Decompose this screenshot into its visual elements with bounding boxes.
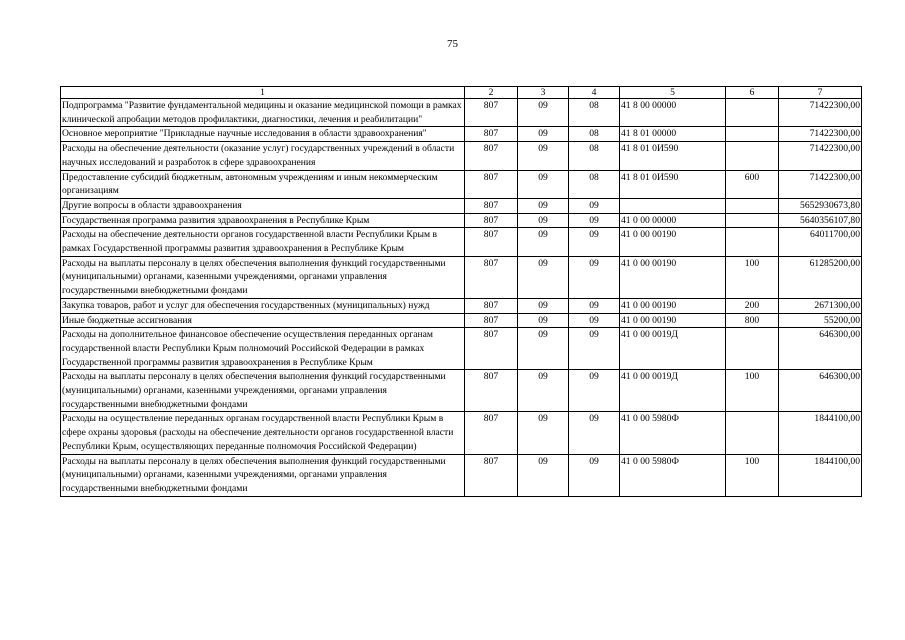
row-expense-type [726,228,779,256]
row-subsection: 08 [569,127,620,142]
row-grbs: 807 [465,127,518,142]
row-expense-type [726,213,779,228]
row-name: Расходы на обеспечение деятельности органов государственной власти Республики Крым в рамках Государственной программы развития здравоохранения в Республике Крым [61,228,465,256]
row-expense-type [726,412,779,454]
table-row [61,228,862,256]
column-header-5: 5 [620,87,726,99]
row-name: Расходы на выплаты персоналу в целях обеспечения выполнения функций государственными (муниципальными) органами, казенными учреждениями, органами управления государственными внебюджетными фондами [61,256,465,298]
row-target-article: 41 0 00 00190 [620,256,726,298]
row-grbs: 807 [465,370,518,412]
row-name: Иные бюджетные ассигнования [61,313,465,328]
row-expense-type: 800 [726,313,779,328]
row-section: 09 [518,328,569,370]
row-amount: 5640356107,80 [779,213,862,228]
row-target-article: 41 0 00 00190 [620,313,726,328]
row-expense-type: 100 [726,370,779,412]
row-name: Расходы на выплаты персоналу в целях обеспечения выполнения функций государственными (муниципальными) органами, казенными учреждениями, органами управления государственными внебюджетными фондами [61,454,465,496]
column-header-4: 4 [569,87,620,99]
row-grbs: 807 [465,328,518,370]
table-row [61,170,862,198]
row-section: 09 [518,313,569,328]
table-row [61,412,862,454]
row-target-article: 41 8 00 00000 [620,99,726,127]
row-grbs: 807 [465,228,518,256]
row-subsection: 08 [569,142,620,170]
row-subsection: 09 [569,298,620,313]
table-row [61,328,862,370]
row-subsection: 09 [569,454,620,496]
table-row [61,127,862,142]
row-target-article: 41 8 01 0И590 [620,142,726,170]
budget-table [60,86,862,497]
row-grbs: 807 [465,170,518,198]
row-section: 09 [518,198,569,213]
row-amount: 1844100,00 [779,412,862,454]
row-amount: 71422300,00 [779,142,862,170]
row-name: Расходы на дополнительное финансовое обеспечение осуществления переданных органам государственной власти Республики Крым полномочий Российской Федерации в рамках Государственной программы развития здравоохранения в Республике Крым [61,328,465,370]
row-expense-type: 600 [726,170,779,198]
row-subsection: 08 [569,99,620,127]
row-amount: 64011700,00 [779,228,862,256]
row-section: 09 [518,142,569,170]
row-grbs: 807 [465,142,518,170]
row-target-article: 41 0 00 0019Д [620,370,726,412]
row-grbs: 807 [465,313,518,328]
table-row [61,99,862,127]
row-amount: 1844100,00 [779,454,862,496]
row-name: Расходы на осуществление переданных органам государственной власти Республики Крым в сфере охраны здоровья (расходы на обеспечение деятельности органов государственной власти Республики Крым, осуществляющих переданные полномочия Российской Федерации) [61,412,465,454]
row-target-article: 41 0 00 00190 [620,298,726,313]
table-row [61,256,862,298]
table-row [61,142,862,170]
row-subsection: 09 [569,256,620,298]
row-subsection: 09 [569,370,620,412]
row-name: Предоставление субсидий бюджетным, автономным учреждениям и иным некоммерческим организациям [61,170,465,198]
row-amount: 55200,00 [779,313,862,328]
row-section: 09 [518,127,569,142]
row-amount: 71422300,00 [779,127,862,142]
row-amount: 71422300,00 [779,99,862,127]
column-header-7: 7 [779,87,862,99]
row-expense-type: 100 [726,454,779,496]
row-amount: 71422300,00 [779,170,862,198]
row-expense-type: 200 [726,298,779,313]
row-target-article: 41 0 00 00190 [620,228,726,256]
page-number: 75 [447,38,458,50]
row-section: 09 [518,256,569,298]
row-target-article: 41 8 01 00000 [620,127,726,142]
row-target-article: 41 0 00 5980Ф [620,454,726,496]
row-grbs: 807 [465,213,518,228]
row-expense-type [726,198,779,213]
row-amount: 5652930673,80 [779,198,862,213]
row-subsection: 09 [569,213,620,228]
row-subsection: 08 [569,170,620,198]
row-name: Основное мероприятие "Прикладные научные исследования в области здравоохранения" [61,127,465,142]
row-subsection: 09 [569,313,620,328]
row-section: 09 [518,99,569,127]
row-target-article [620,198,726,213]
row-name: Закупка товаров, работ и услуг для обеспечения государственных (муниципальных) нужд [61,298,465,313]
row-target-article: 41 0 00 5980Ф [620,412,726,454]
row-amount: 646300,00 [779,370,862,412]
row-expense-type [726,99,779,127]
row-section: 09 [518,298,569,313]
row-target-article: 41 8 01 0И590 [620,170,726,198]
table-row [61,313,862,328]
row-grbs: 807 [465,256,518,298]
row-name: Расходы на выплаты персоналу в целях обеспечения выполнения функций государственными (муниципальными) органами, казенными учреждениями, органами управления государственными внебюджетными фондами [61,370,465,412]
column-header-2: 2 [465,87,518,99]
row-subsection: 09 [569,228,620,256]
table-row [61,213,862,228]
row-section: 09 [518,412,569,454]
row-subsection: 09 [569,198,620,213]
row-name: Расходы на обеспечение деятельности (оказание услуг) государственных учреждений в области научных исследований и разработок в сфере здравоохранения [61,142,465,170]
row-grbs: 807 [465,454,518,496]
row-amount: 646300,00 [779,328,862,370]
row-target-article: 41 0 00 00000 [620,213,726,228]
row-section: 09 [518,228,569,256]
column-header-3: 3 [518,87,569,99]
row-name: Государственная программа развития здравоохранения в Республике Крым [61,213,465,228]
row-subsection: 09 [569,328,620,370]
table-row [61,298,862,313]
column-header-6: 6 [726,87,779,99]
row-section: 09 [518,454,569,496]
row-grbs: 807 [465,412,518,454]
row-expense-type [726,142,779,170]
header-row [61,87,862,99]
row-expense-type [726,328,779,370]
row-amount: 61285200,00 [779,256,862,298]
row-subsection: 09 [569,412,620,454]
row-section: 09 [518,213,569,228]
row-name: Другие вопросы в области здравоохранения [61,198,465,213]
row-grbs: 807 [465,198,518,213]
row-expense-type: 100 [726,256,779,298]
table-row [61,454,862,496]
table-row [61,370,862,412]
row-expense-type [726,127,779,142]
row-amount: 2671300,00 [779,298,862,313]
row-grbs: 807 [465,298,518,313]
row-section: 09 [518,370,569,412]
row-section: 09 [518,170,569,198]
row-grbs: 807 [465,99,518,127]
row-name: Подпрограмма "Развитие фундаментальной медицины и оказание медицинской помощи в рамках клинической апробации методов профилактики, диагностики, лечения и реабилитации" [61,99,465,127]
row-target-article: 41 0 00 0019Д [620,328,726,370]
table-row [61,198,862,213]
column-header-1: 1 [61,87,465,99]
